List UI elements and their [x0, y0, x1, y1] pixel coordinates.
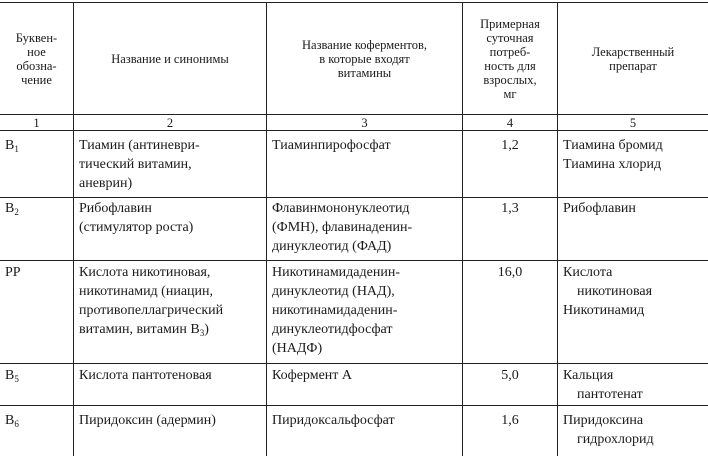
row-b5-drugs: Кальция пантотенат [563, 368, 643, 402]
header-name: Название и синонимы [111, 51, 229, 66]
rule-row-3 [0, 363, 708, 364]
rule-numbers-bottom [0, 130, 708, 131]
row-pp-name: Кислота никотиновая, никотинамид (ниацин, противопеллагрический витамин, витамин $B_3$) [79, 265, 224, 338]
rule-row-2 [0, 260, 708, 261]
row-b5-daily-need: 5,0 [501, 368, 519, 383]
header-drug: Лекарственный препарат [591, 44, 675, 73]
row-b5-name: Кислота пантотеновая [79, 368, 212, 383]
row-b5-coenzymes: Кофермент А [272, 368, 353, 383]
row-b6-name: Пиридоксин (адермин) [79, 413, 216, 428]
row-b2-letter: $B_2$ [5, 201, 19, 217]
col-number-2: 2 [166, 115, 174, 130]
row-b2-drugs: Рибофлавин [563, 201, 636, 216]
row-b2-coenzymes: Флавинмононуклеотид (ФМН), флавинаденин- динуклеотид (ФАД) [272, 201, 413, 254]
row-pp-coenzymes: Никотинамидаденин- динуклеотид (НАД), никотинамидаденин- динуклеотидфосфат (НАДФ) [272, 265, 400, 356]
row-pp-drugs: Кислота никотиновая Никотинамид [563, 265, 653, 318]
col-number-4: 4 [506, 115, 514, 130]
rule-row-1 [0, 197, 708, 198]
header-coenzymes: Название коферментов, в которые входят витамины [302, 37, 427, 80]
header-letter: Буквен- ное обозна- чение [15, 30, 58, 87]
row-b1-name: Тиамин (антиневри- тический витамин, аневрин) [79, 138, 200, 191]
rule-row-4 [0, 405, 708, 406]
row-b1-coenzymes: Тиаминпирофосфат [272, 138, 391, 153]
row-b6-letter: $B_6$ [5, 413, 19, 429]
row-b5-letter: $B_5$ [5, 368, 19, 384]
row-b6-drugs: Пиридоксина гидрохлорид [563, 413, 654, 447]
header-daily-need: Примерная суточная потреб- ность для взрослых, мг [480, 16, 540, 101]
col-number-3: 3 [361, 115, 368, 130]
row-pp-letter: PP [5, 265, 21, 280]
row-b2-daily-need: 1,3 [501, 201, 519, 216]
col-number-5: 5 [629, 115, 637, 130]
row-b1-drugs: Тиамина бромид Тиамина хлорид [563, 138, 663, 172]
row-b6-daily-need: 1,6 [501, 413, 519, 428]
row-b1-letter: $B_1$ [5, 138, 19, 154]
row-pp-daily-need: 16,0 [497, 265, 523, 280]
row-b1-daily-need: 1,2 [501, 138, 519, 153]
col-number-1: 1 [33, 115, 40, 130]
row-b2-name: Рибофлавин (стимулятор роста) [79, 201, 194, 235]
row-b6-coenzymes: Пиридоксальфосфат [272, 413, 395, 428]
